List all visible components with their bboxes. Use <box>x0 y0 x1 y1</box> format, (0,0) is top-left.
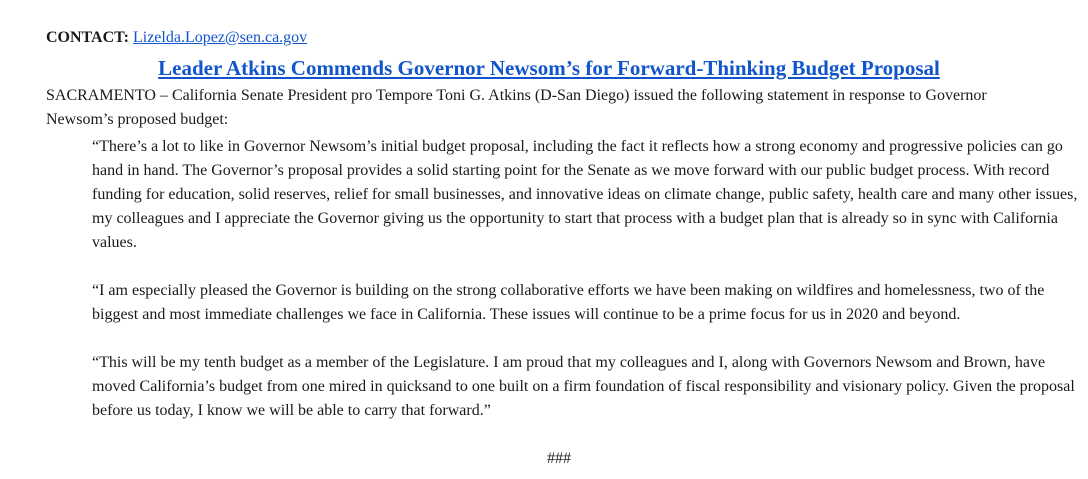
end-mark: ### <box>547 450 571 467</box>
headline <box>46 55 1052 81</box>
quote-paragraph-2: “I am especially pleased the Governor is building on the strong collaborative efforts we have been making on wildfires and homelessness, two of the biggest and most immediate challenges we face in California. These issues will continue to be a prime focus for us in 2020 and beyond. <box>92 282 1045 323</box>
contact-line <box>46 27 1058 49</box>
headline-link[interactable]: Leader Atkins Commends Governor Newsom’s for Forward-Thinking Budget Proposal <box>158 56 940 80</box>
quote-paragraph-3: “This will be my tenth budget as a member of the Legislature. I am proud that my colleagues and I, along with Governors Newsom and Brown, have moved California’s budget from one mired in quicksand to one built on a firm foundation of fiscal responsibility and visionary policy. Given the proposal before us today, I know we will be able to carry that forward.” <box>92 354 1075 419</box>
quote-paragraph-1: “There’s a lot to like in Governor Newsom’s initial budget proposal, including the fact it reflects how a strong economy and progressive policies can go hand in hand. The Governor’s proposal provides a solid starting point for the Senate as we move forward with our public budget process. With record funding for education, solid reserves, relief for small businesses, and innovative ideas on climate change, public safety, health care and many other issues, my colleagues and I appreciate the Governor giving us the opportunity to start that process with a budget plan that is already so in sync with California values. <box>92 138 1078 251</box>
contact-email-link[interactable]: Lizelda.Lopez@sen.ca.gov <box>132 29 308 46</box>
lede-paragraph: SACRAMENTO – California Senate President pro Tempore Toni G. Atkins (D-San Diego) issued the following statement in response to Governor Newsom’s proposed budget: <box>46 87 987 128</box>
contact-label: CONTACT: <box>46 29 129 46</box>
